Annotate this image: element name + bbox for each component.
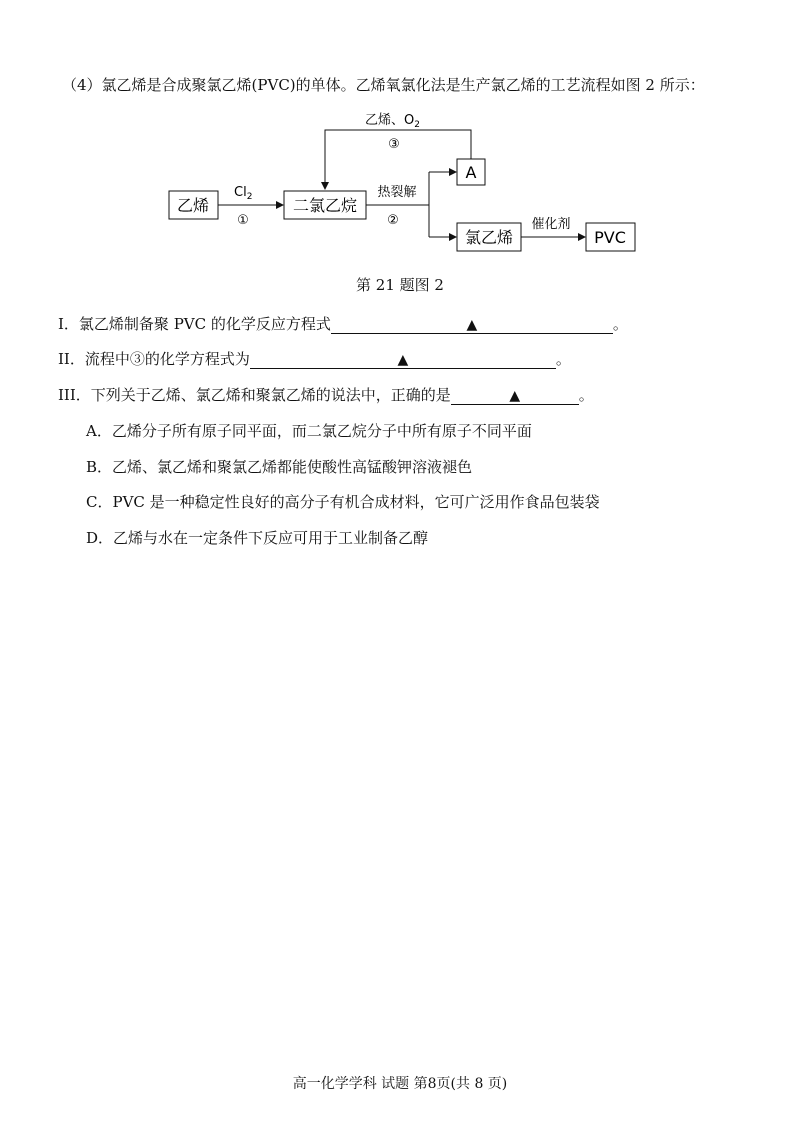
node-pvc-label: PVC xyxy=(594,228,626,247)
answer-marker-icon: ▲ xyxy=(509,388,521,404)
process-flow-diagram xyxy=(0,0,800,270)
node-ethylene-label: 乙烯 xyxy=(176,196,210,215)
node-a-label: A xyxy=(465,163,477,182)
step2-number: ② xyxy=(387,213,399,228)
step3-number: ③ xyxy=(388,137,400,152)
figure-caption: 第 21 题图 2 xyxy=(356,276,444,294)
option-a: A．乙烯分子所有原子同平面，而二氯乙烷分子中所有原子不同平面 xyxy=(86,422,532,440)
question-3-end: 。 xyxy=(578,386,594,404)
step2-condition: 热裂解 xyxy=(377,185,417,200)
node-dichloroethane-label: 二氯乙烷 xyxy=(292,196,358,215)
option-d: D．乙烯与水在一定条件下反应可用于工业制备乙醇 xyxy=(86,529,429,547)
question-3-text: III．下列关于乙烯、氯乙烯和聚氯乙烯的说法中，正确的是 xyxy=(58,386,451,404)
page-footer: 高一化学学科 试题 第8页(共 8 页) xyxy=(292,1076,508,1092)
answer-marker-icon: ▲ xyxy=(466,317,478,333)
answer-blank-1[interactable] xyxy=(331,315,613,334)
step1-reagent: $Cl_2$ xyxy=(234,185,253,202)
question-2-text: II．流程中③的化学方程式为 xyxy=(58,350,250,368)
question-2-end: 。 xyxy=(555,350,571,368)
answer-blank-3[interactable] xyxy=(451,386,579,405)
question-1-end: 。 xyxy=(612,315,628,333)
step1-number: ① xyxy=(237,213,249,228)
question-2 xyxy=(58,348,571,369)
option-b: B．乙烯、氯乙烯和聚氯乙烯都能使酸性高锰酸钾溶液褪色 xyxy=(86,458,473,476)
option-c: C．PVC 是一种稳定性良好的高分子有机合成材料，它可广泛用作食品包装袋 xyxy=(86,493,600,511)
step3-reagent: 乙烯、$O_2$ xyxy=(365,113,420,130)
question-3 xyxy=(58,384,594,405)
node-vinyl-chloride-label: 氯乙烯 xyxy=(464,228,514,247)
answer-blank-2[interactable] xyxy=(250,350,556,369)
question-intro: （4）氯乙烯是合成聚氯乙烯(PVC)的单体。乙烯氧氯化法是生产氯乙烯的工艺流程如图 2 所示： xyxy=(62,76,705,94)
catalyst-label: 催化剂 xyxy=(531,217,571,232)
answer-marker-icon: ▲ xyxy=(397,352,409,368)
question-1-text: I．氯乙烯制备聚 PVC 的化学反应方程式 xyxy=(58,315,331,333)
question-1 xyxy=(58,313,628,334)
